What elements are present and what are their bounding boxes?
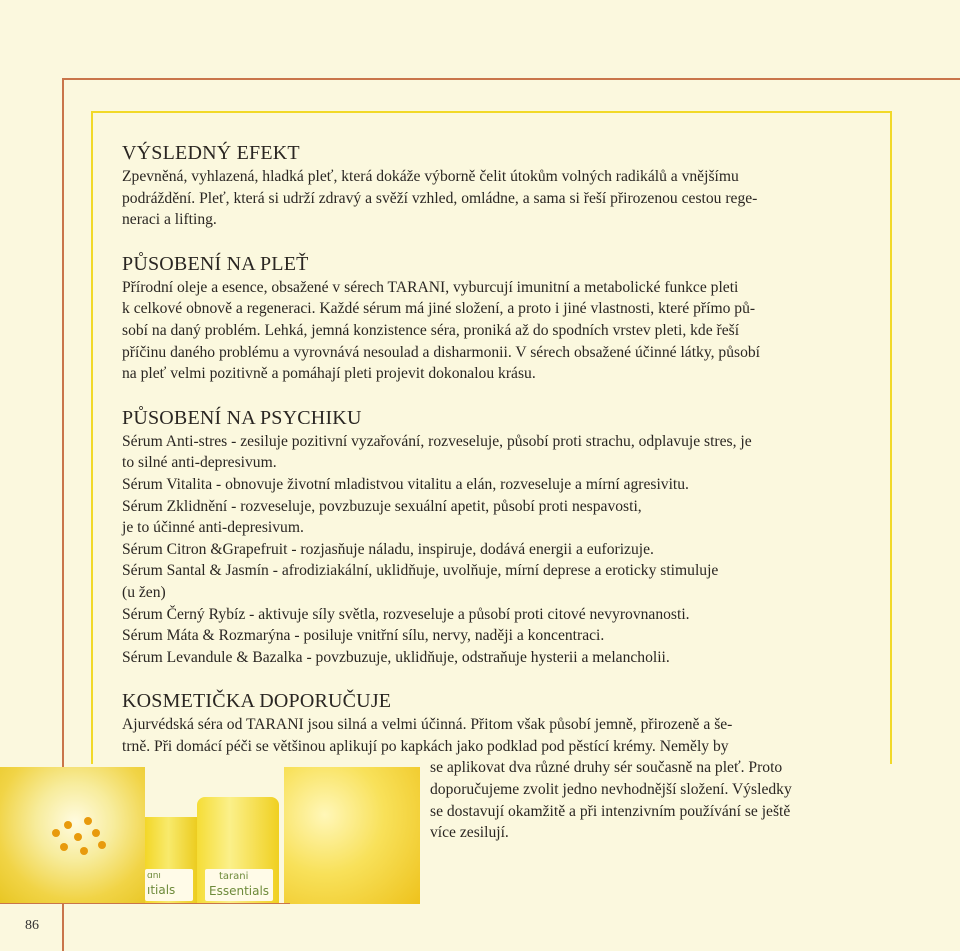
serum-line: je to účinné anti-depresivum. [122, 519, 304, 537]
stamen-dot [80, 847, 88, 855]
serum-line: Sérum Anti-stres - zesiluje pozitivní vyzařování, rozveseluje, působí proti strachu, odplavuje stres, je [122, 432, 752, 450]
text-line: se dostavují okamžitě a při intenzivním používání se ještě [430, 802, 791, 820]
outer-frame-top-rule [62, 78, 960, 80]
stamen-dot [98, 841, 106, 849]
serum-line: Sérum Santal & Jasmín - afrodiziakální, uklidňuje, uvolňuje, mírní deprese a eroticky stimuluje [122, 562, 719, 580]
text-line: Přírodní oleje a esence, obsažené v sérech TARANI, vyburcují imunitní a metabolické funkce pleti [122, 278, 739, 296]
section-heading: KOSMETIČKA DOPORUČUJE [122, 690, 392, 713]
article-content [122, 141, 862, 865]
text-line: Ajurvédská séra od TARANI jsou silná a velmi účinná. Přitom však působí jemně, přirozeně a še- [122, 716, 733, 734]
section-heading: PŮSOBENÍ NA PSYCHIKU [122, 406, 362, 429]
text-line: více zesilují. [430, 824, 509, 842]
serum-line: (u žen) [122, 583, 166, 601]
stamen-dot [84, 817, 92, 825]
bottle-label-text: Essentials [209, 884, 270, 898]
bottle-label-logo: ɑnı [147, 871, 161, 881]
page-number: 86 [25, 918, 39, 933]
stamen-dot [52, 829, 60, 837]
stamen-dot [92, 829, 100, 837]
stamen-dot [60, 843, 68, 851]
wrapped-paragraph [430, 757, 862, 843]
text-line: sobí na daný problém. Lehká, jemná konzistence séra, proniká až do spodních vrstev pleti, kde řeší [122, 321, 740, 339]
text-line: příčinu daného problému a vyrovnává nesoulad a disharmonii. V sérech obsažené účinné látky, působí [122, 343, 761, 361]
bottle-label-logo: tarani [219, 871, 249, 882]
flower-image [0, 767, 145, 904]
bottle-right [197, 797, 279, 904]
serum-line: to silné anti-depresivum. [122, 454, 277, 472]
section-paragraph [122, 277, 862, 385]
section-pusobeni-na-psychiku [122, 406, 862, 669]
text-line: na pleť velmi pozitivně a pomáhají pleti projevit dokonalou krásu. [122, 365, 536, 383]
bottle-left [145, 817, 197, 904]
section-paragraph [122, 431, 862, 669]
text-line: podráždění. Pleť, která si udrží zdravý a svěží vzhled, omládne, a sama si řeší přirozenou cestou rege- [122, 189, 758, 207]
serum-line: Sérum Citron &Grapefruit - rozjasňuje náladu, inspiruje, dodává energii a euforizuje. [122, 540, 654, 558]
serum-line: Sérum Zklidnění - rozveseluje, povzbuzuje sexuální apetit, působí proti nespavosti, [122, 497, 642, 515]
section-pusobeni-na-plet [122, 252, 862, 385]
serum-line: Sérum Máta & Rozmarýna - posiluje vnitřní sílu, nervy, naději a koncentraci. [122, 627, 605, 645]
stamen-dot [74, 833, 82, 841]
serum-line: Sérum Levandule & Bazalka - povzbuzuje, uklidňuje, odstraňuje hysterii a melancholii. [122, 648, 670, 666]
serum-line: Sérum Vitalita - obnovuje životní mladistvou vitalitu a elán, rozveseluje a mírní agresivitu. [122, 475, 689, 493]
bottle-label-text: ıtials [147, 883, 176, 897]
product-photo [0, 767, 420, 904]
bottle-label [145, 869, 193, 901]
section-paragraph [122, 714, 862, 757]
serum-line: Sérum Černý Rybíz - aktivuje síly světla, rozveseluje a působí proti citové nevyrovnanosti. [122, 605, 690, 623]
text-line: trně. Při domácí péči se většinou aplikují po kapkách jako podklad pod pěstící krémy. Neměly by [122, 737, 729, 755]
section-heading: VÝSLEDNÝ EFEKT [122, 142, 300, 164]
text-line: k celkové obnově a regeneraci. Každé sérum má jiné složení, a proto i jiné vlastnosti, které přímo pů- [122, 300, 756, 318]
text-line: se aplikovat dva různé druhy sér současně na pleť. Proto [430, 759, 783, 777]
stamen-dot [64, 821, 72, 829]
section-paragraph [122, 166, 862, 231]
section-heading: PŮSOBENÍ NA PLEŤ [122, 252, 309, 275]
bottle-label [205, 869, 273, 901]
text-line: doporučujeme zvolit jedno nevhodnější složení. Výsledky [430, 781, 792, 799]
text-line: neraci a lifting. [122, 211, 217, 229]
section-vysledny-efekt [122, 141, 862, 231]
bottom-rule [0, 903, 290, 904]
yellow-tile-image [284, 767, 420, 904]
text-line: Zpevněná, vyhlazená, hladká pleť, která dokáže výborně čelit útokům volných radikálů a vnějšímu [122, 168, 739, 185]
